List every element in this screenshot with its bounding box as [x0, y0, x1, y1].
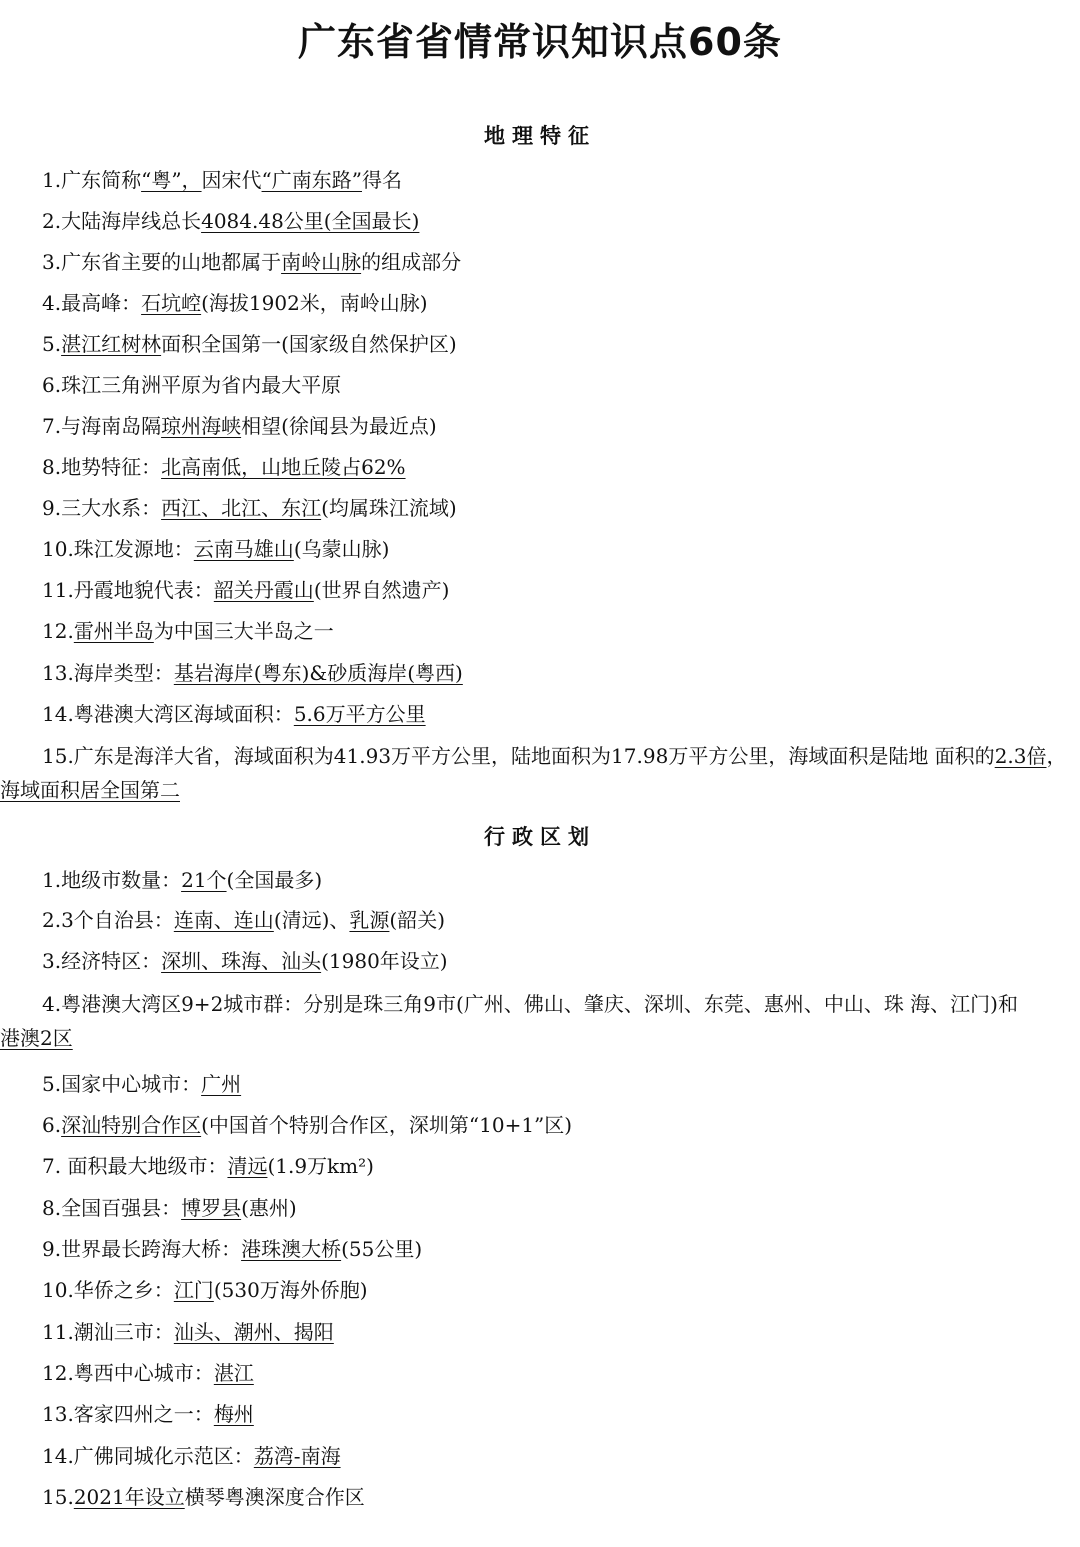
item-text: 11.潮汕三市：	[42, 1320, 174, 1344]
item-text: 6.	[42, 1113, 62, 1137]
item-text: (乌蒙山脉)	[293, 537, 390, 561]
admin-item-14	[42, 1440, 1074, 1472]
underlined-text: 湛江	[213, 1361, 254, 1385]
item-text: 15.	[42, 1485, 74, 1509]
item-text: 5.国家中心城市：	[42, 1072, 202, 1096]
underlined-text: 琼州海峡	[161, 414, 242, 438]
item-text: 得名	[362, 168, 402, 192]
item-text: (韶关)	[389, 908, 446, 932]
item-text: 10.珠江发源地：	[42, 537, 194, 561]
item-text: 3.经济特区：	[42, 949, 162, 973]
underlined-text: 石坑崆	[141, 291, 202, 315]
section-heading-administrative: 行政区划	[484, 825, 596, 849]
geo-item-6	[42, 369, 1074, 401]
admin-item-11	[42, 1316, 1074, 1348]
underlined-text: 深圳、珠海、汕头	[161, 949, 322, 973]
item-text: (清远)、	[273, 908, 350, 932]
admin-item-1	[42, 864, 1074, 896]
geo-item-15	[0, 739, 1074, 807]
underlined-text: 基岩海岸(粤东)&砂质海岸(粤西)	[173, 661, 463, 685]
underlined-text: 博罗县	[181, 1196, 242, 1220]
item-text: 4.粤港澳大湾区9+2城市群：分别是珠三角9市(广州、佛山、肇庆、深圳、东莞、惠州、中山、珠 海、江门)和	[42, 992, 1018, 1016]
underlined-text: 21个	[181, 868, 227, 892]
geo-item-10	[42, 533, 1074, 565]
item-text: 横琴粤澳深度合作区	[184, 1485, 365, 1509]
item-text: 1.广东简称	[42, 168, 142, 192]
underlined-text: 湛江红树林	[61, 332, 162, 356]
item-text: 为中国三大半岛之一	[153, 619, 334, 643]
item-text: (1980年设立)	[321, 949, 448, 973]
item-text: (55公里)	[341, 1237, 423, 1261]
admin-item-5	[42, 1068, 1074, 1100]
item-text: (均属珠江流域)	[321, 496, 457, 520]
geo-item-9	[42, 492, 1074, 524]
item-text: (惠州)	[241, 1196, 297, 1220]
item-text: 9.三大水系：	[42, 496, 162, 520]
admin-item-8	[42, 1192, 1074, 1224]
document-title: 广东省省情常识知识点60条	[298, 20, 782, 64]
underlined-text: 连南、连山	[173, 908, 274, 932]
item-text: 8.地势特征：	[42, 455, 162, 479]
item-text: 因宋代	[201, 168, 262, 192]
underlined-text: 2.3倍	[994, 744, 1047, 768]
item-text: 12.粤西中心城市：	[42, 1361, 214, 1385]
admin-item-15	[42, 1481, 1074, 1513]
admin-item-12	[42, 1357, 1074, 1389]
admin-item-7	[42, 1150, 1074, 1182]
underlined-text: 荔湾-南海	[253, 1444, 341, 1468]
geo-item-4	[42, 287, 1074, 319]
underlined-text: 港澳2区	[0, 1026, 73, 1050]
section-heading-geography: 地理特征	[484, 124, 596, 148]
underlined-text: 韶关丹霞山	[213, 578, 314, 602]
underlined-text: “粤”，	[141, 168, 202, 192]
item-text: 面积全国第一(国家级自然保护区)	[161, 332, 457, 356]
item-text: 9.世界最长跨海大桥：	[42, 1237, 242, 1261]
underlined-text: 港珠澳大桥	[241, 1237, 342, 1261]
item-text: (中国首个特别合作区，深圳第“10+1”区)	[201, 1113, 573, 1137]
underlined-text: 清远	[227, 1154, 268, 1178]
item-text: 5.	[42, 332, 62, 356]
geo-item-1	[42, 164, 1074, 196]
item-text: 7.与海南岛隔	[42, 414, 162, 438]
item-text: 15.广东是海洋大省，海域面积为41.93万平方公里，陆地面积为17.98万平方公里，海域面积是陆地 面积的	[42, 744, 995, 768]
item-text: 10.华侨之乡：	[42, 1278, 174, 1302]
underlined-text: 云南马雄山	[193, 537, 294, 561]
geo-item-5	[42, 328, 1074, 360]
item-text: (海拔1902米，南岭山脉)	[201, 291, 428, 315]
item-text: ，	[1046, 744, 1067, 768]
geo-item-13	[42, 657, 1074, 689]
item-text: 11.丹霞地貌代表：	[42, 578, 214, 602]
underlined-text: 梅州	[213, 1402, 254, 1426]
underlined-text: 5.6万平方公里	[293, 702, 426, 726]
admin-item-6	[42, 1109, 1074, 1141]
geo-item-11	[42, 574, 1074, 606]
item-text: 2.3个自治县：	[42, 908, 174, 932]
item-text: (530万海外侨胞)	[213, 1278, 368, 1302]
underlined-text: 汕头、潮州、揭阳	[173, 1320, 334, 1344]
underlined-text: 4084.48公里(全国最长)	[201, 209, 420, 233]
admin-item-4	[0, 987, 1074, 1055]
admin-item-10	[42, 1274, 1074, 1306]
underlined-text: 北高南低，山地丘陵占62%	[161, 455, 406, 479]
underlined-text: 雷州半岛	[73, 619, 154, 643]
item-text: (全国最多)	[226, 868, 323, 892]
underlined-text: 南岭山脉	[281, 250, 362, 274]
underlined-text: 深汕特别合作区	[61, 1113, 202, 1137]
geo-item-3	[42, 246, 1074, 278]
geo-item-8	[42, 451, 1074, 483]
admin-item-13	[42, 1398, 1074, 1430]
underlined-text: 海域面积居全国第二	[0, 778, 180, 802]
item-text: 3.广东省主要的山地都属于	[42, 250, 282, 274]
item-text: 6.珠江三角洲平原为省内最大平原	[42, 373, 342, 397]
item-text: 2.大陆海岸线总长	[42, 209, 202, 233]
underlined-text: 江门	[173, 1278, 214, 1302]
item-text: 13.客家四州之一：	[42, 1402, 214, 1426]
item-text: 12.	[42, 619, 74, 643]
underlined-text: 西江、北江、东江	[161, 496, 322, 520]
geo-item-14	[42, 698, 1074, 730]
item-text: 相望(徐闻县为最近点)	[241, 414, 437, 438]
item-text: 14.广佛同城化示范区：	[42, 1444, 254, 1468]
underlined-text: 2021年设立	[73, 1485, 185, 1509]
item-text: 4.最高峰：	[42, 291, 142, 315]
geo-item-12	[42, 615, 1074, 647]
item-text: (世界自然遗产)	[313, 578, 450, 602]
underlined-text: “广南东路”	[261, 168, 362, 192]
geo-item-7	[42, 410, 1074, 442]
underlined-text: 乳源	[349, 908, 390, 932]
admin-item-3	[42, 945, 1074, 977]
admin-item-2	[42, 904, 1074, 936]
item-text: 1.地级市数量：	[42, 868, 182, 892]
item-text: 13.海岸类型：	[42, 661, 174, 685]
admin-item-9	[42, 1233, 1074, 1265]
item-text: 8.全国百强县：	[42, 1196, 182, 1220]
geo-item-2	[42, 205, 1074, 237]
item-text: 的组成部分	[361, 250, 462, 274]
item-text: (1.9万km²)	[267, 1154, 374, 1178]
underlined-text: 广州	[201, 1072, 242, 1096]
item-text: 7. 面积最大地级市：	[42, 1154, 228, 1178]
item-text: 14.粤港澳大湾区海域面积：	[42, 702, 294, 726]
